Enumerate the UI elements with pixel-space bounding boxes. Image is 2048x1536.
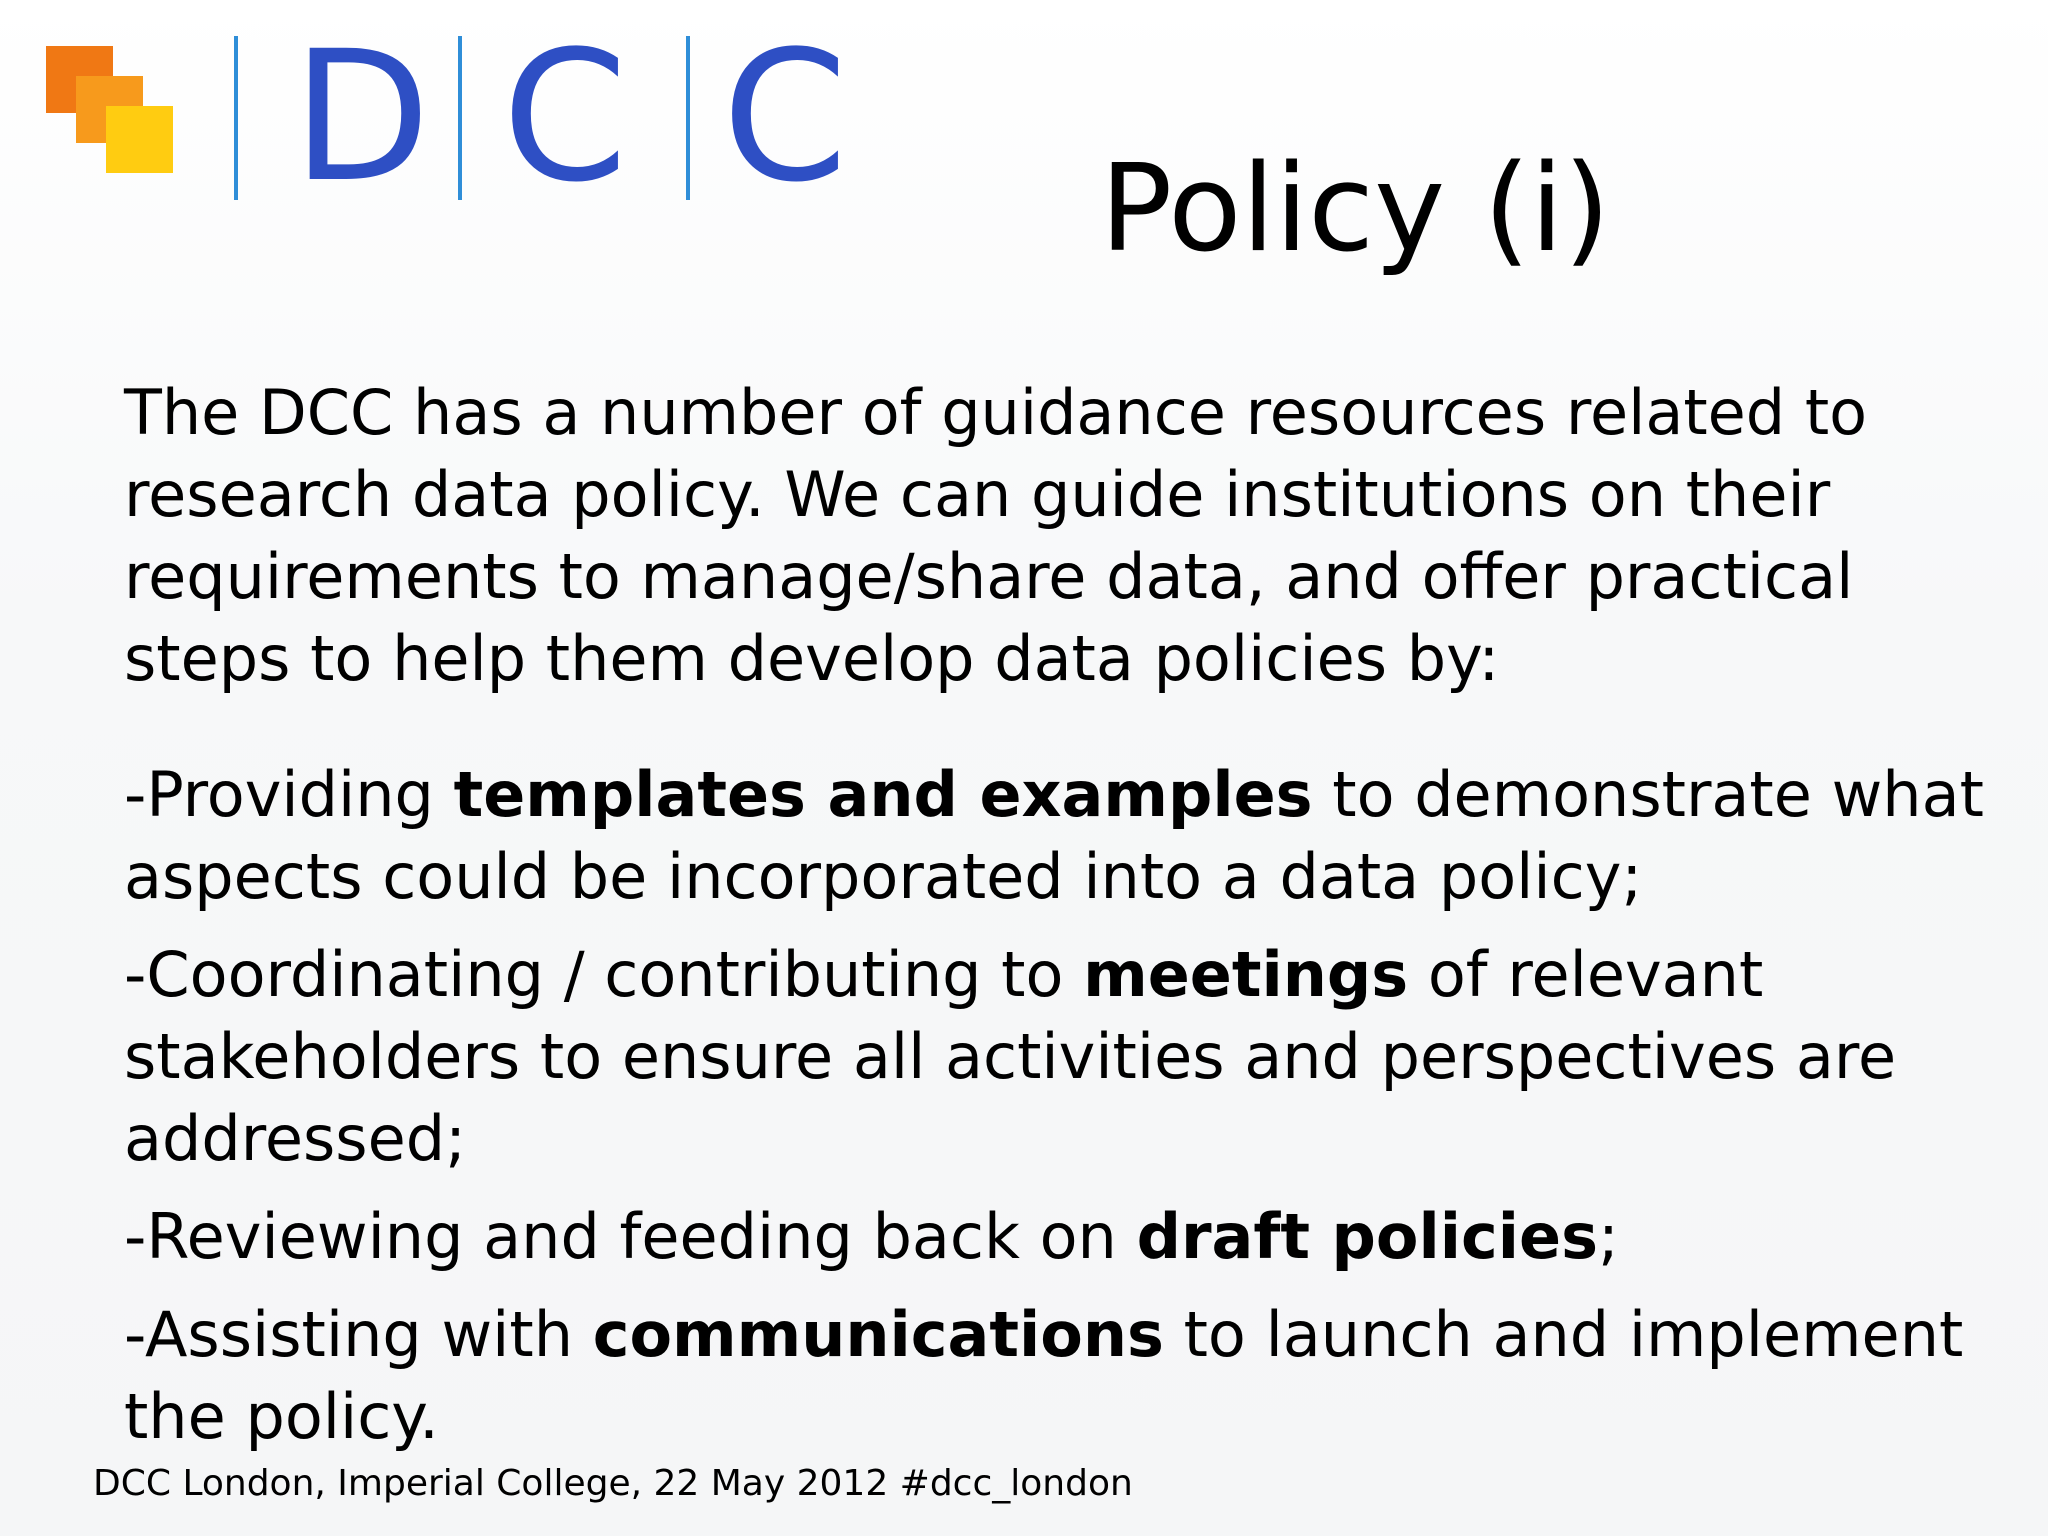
bullet-emphasis: communications bbox=[592, 1298, 1164, 1371]
logo-divider-2 bbox=[458, 36, 462, 200]
bullet-communications bbox=[124, 1294, 1984, 1458]
dcc-logo bbox=[46, 13, 886, 222]
intro-paragraph: The DCC has a number of guidance resources related to research data policy. We can guide institutions on their requirements to manage/share data, and offer practical steps to help them develop data policies by: bbox=[124, 376, 1868, 695]
bullet-text: -Assisting with bbox=[124, 1298, 593, 1371]
bullet-text: -Coordinating / contributing to bbox=[124, 938, 1084, 1011]
slide-footer: DCC London, Imperial College, 22 May 2012 #dcc_london bbox=[93, 1463, 1133, 1504]
bullet-meetings bbox=[124, 934, 1984, 1180]
bullet-text: of relevant stakeholders to ensure all activities and perspectives are addressed; bbox=[124, 938, 1897, 1175]
bullet-templates bbox=[124, 754, 1984, 918]
logo-letter-c2: C bbox=[722, 13, 848, 222]
logo-squares-icon bbox=[46, 46, 181, 181]
logo-divider-3 bbox=[686, 36, 690, 200]
bullet-text: -Reviewing and feeding back on bbox=[124, 1200, 1137, 1273]
slide-body bbox=[124, 372, 1984, 1474]
bullet-draft-policies bbox=[124, 1196, 1984, 1278]
logo-letter-d: D bbox=[292, 13, 431, 222]
bullet-text: -Providing bbox=[124, 758, 454, 831]
logo-square-yellow bbox=[106, 106, 173, 173]
bullet-text: to demonstrate what aspects could be incorporated into a data policy; bbox=[124, 758, 1984, 913]
logo-divider-1 bbox=[234, 36, 238, 200]
logo-letter-c1: C bbox=[502, 13, 628, 222]
slide-title: Policy (i) bbox=[1100, 140, 1611, 279]
bullet-emphasis: meetings bbox=[1083, 938, 1409, 1011]
bullet-emphasis: draft policies bbox=[1136, 1200, 1598, 1273]
bullet-text: to launch and implement the policy. bbox=[124, 1298, 1964, 1453]
bullet-emphasis: templates and examples bbox=[453, 758, 1313, 831]
bullet-text: ; bbox=[1598, 1200, 1619, 1273]
